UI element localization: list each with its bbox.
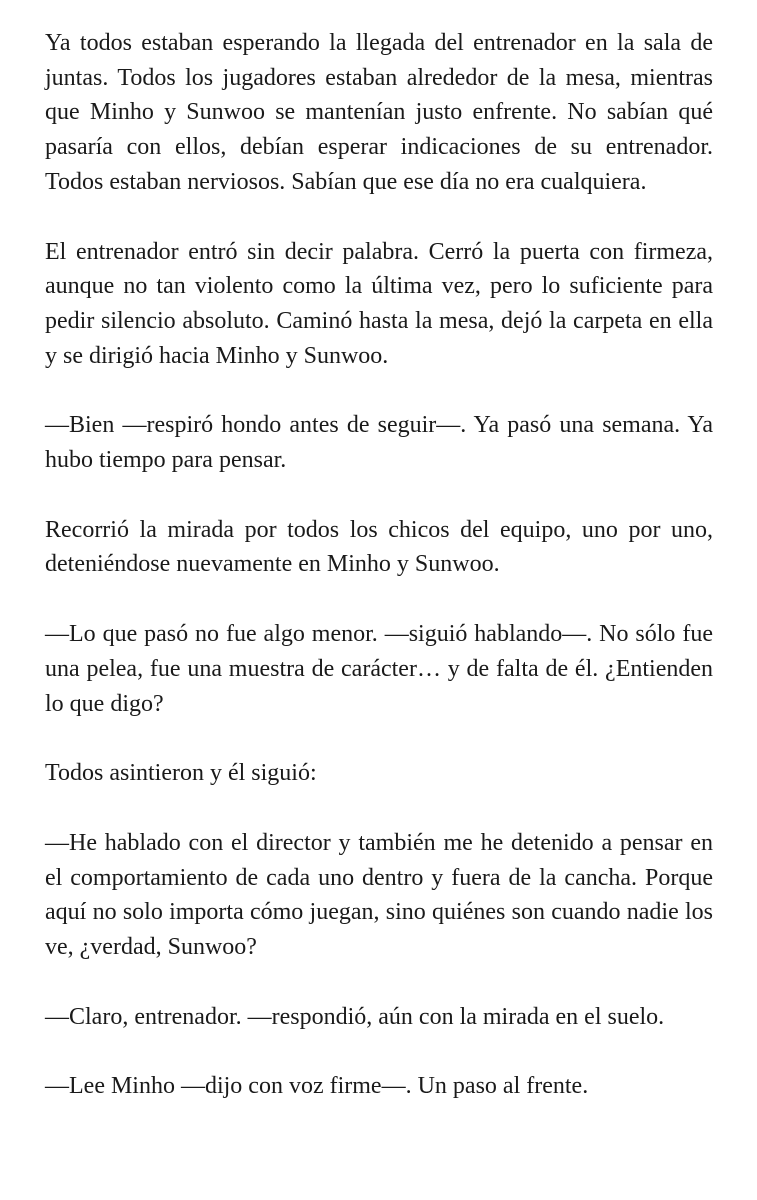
paragraph-dialogue-claro: —Claro, entrenador. —respondió, aún con la mirada en el suelo.: [45, 1003, 665, 1030]
story-text: [45, 26, 713, 1104]
paragraph-dialogue-no-fue-menor: —Lo que pasó no fue algo menor. —siguió hablando—. No sólo fue una pelea, fue una muestra de carácter… y de falta de él. ¿Entienden lo que digo?: [45, 621, 713, 717]
paragraph-dialogue-bien: —Bien —respiró hondo antes de seguir—. Ya pasó una semana. Ya hubo tiempo para pensar.: [45, 412, 713, 474]
paragraph-coach-arrival-wait: Ya todos estaban esperando la llegada del entrenador en la sala de juntas. Todos los jugadores estaban alrededor de la mesa, mientras que Minho y Sunwoo se mantenían justo enfrente. No sabían qué pasaría con ellos, debían esperar indicaciones de su entrenador. Todos estaban nerviosos. Sabían que ese día no era cualquiera.: [45, 30, 713, 195]
paragraph-todos-asintieron: Todos asintieron y él siguió:: [45, 760, 317, 787]
paragraph-dialogue-director: —He hablado con el director y también me he detenido a pensar en el comportamiento de cada uno dentro y fuera de la cancha. Porque aquí no solo importa cómo juegan, sino quiénes son cuando nadie los ve, ¿verdad, Sunwoo?: [45, 829, 713, 961]
paragraph-dialogue-lee-minho: —Lee Minho —dijo con voz firme—. Un paso al frente.: [45, 1073, 589, 1100]
paragraph-coach-looks: Recorrió la mirada por todos los chicos del equipo, uno por uno, deteniéndose nuevamente en Minho y Sunwoo.: [45, 516, 713, 578]
paragraph-coach-enters: El entrenador entró sin decir palabra. Cerró la puerta con firmeza, aunque no tan violento como la última vez, pero lo suficiente para pedir silencio absoluto. Caminó hasta la mesa, dejó la carpeta en ella y se dirigió hacia Minho y Sunwoo.: [45, 238, 713, 369]
